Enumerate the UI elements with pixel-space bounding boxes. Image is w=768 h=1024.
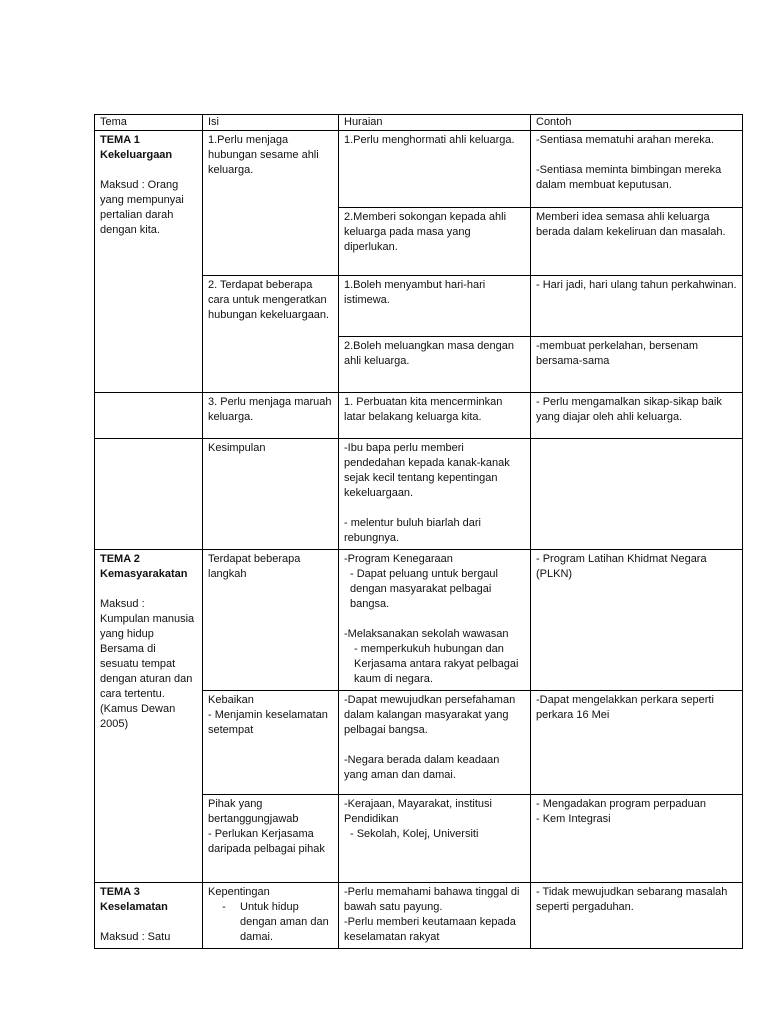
tema2-huraian-3-line2: - Sekolah, Kolej, Universiti: [350, 828, 479, 840]
tema2-huraian-1-line2: - Dapat peluang untuk bergaul dengan masyarakat pelbagai bangsa.: [350, 568, 498, 610]
tema2-title: TEMA 2: [100, 553, 140, 565]
tema1-isi-3: 3. Perlu menjaga maruah keluarga.: [203, 393, 339, 439]
tema3-huraian-1: [339, 883, 531, 949]
tema1-huraian-1b: 2.Memberi sokongan kepada ahli keluarga pada masa yang diperlukan.: [339, 208, 531, 276]
table-row: [95, 131, 743, 208]
bullet-dash-icon: -: [222, 901, 226, 913]
tema1-empty-2: [95, 439, 203, 550]
tema3-maksud: Maksud : Satu: [100, 931, 171, 943]
tema2-huraian-3-line1: -Kerajaan, Mayarakat, institusi Pendidikan: [344, 798, 492, 825]
tema2-contoh-3: [531, 795, 743, 883]
tema1-contoh-2b: -membuat perkelahan, bersenam bersama-sama: [531, 337, 743, 393]
tema2-isi-3-line1: Pihak yang bertanggungjawab: [208, 798, 299, 825]
tema1-kesimpulan-contoh: [531, 439, 743, 550]
header-row: [95, 115, 743, 131]
tema2-isi-1: Terdapat beberapa langkah: [203, 550, 339, 691]
tema1-huraian-1a: 1.Perlu menghormati ahli keluarga.: [339, 131, 531, 208]
tema2-huraian-2-line2: -Negara berada dalam keadaan yang aman dan damai.: [344, 754, 500, 781]
tema1-contoh-1a-line1: -Sentiasa mematuhi arahan mereka.: [536, 134, 714, 146]
tema2-huraian-2-line1: -Dapat mewujudkan persefahaman dalam kalangan masyarakat yang pelbagai bangsa.: [344, 694, 516, 736]
tema2-huraian-1-line1: -Program Kenegaraan: [344, 553, 453, 565]
tema3-isi-1-line1: Kepentingan: [208, 886, 270, 898]
table-row: [95, 550, 743, 691]
tema2-isi-3: [203, 795, 339, 883]
tema2-isi-2-line2: - Menjamin keselamatan setempat: [208, 709, 328, 736]
tema1-name: Kekeluargaan: [100, 149, 173, 161]
tema2-huraian-1-line4: - memperkukuh hubungan dan Kerjasama antara rakyat pelbagai kaum di negara.: [354, 643, 519, 685]
tema1-kesimpulan-label: Kesimpulan: [203, 439, 339, 550]
tema1-contoh-2a: - Hari jadi, hari ulang tahun perkahwinan.: [531, 276, 743, 337]
tema1-huraian-2b: 2.Boleh meluangkan masa dengan ahli keluarga.: [339, 337, 531, 393]
tema1-empty-1: [95, 393, 203, 439]
tema1-isi-2: 2. Terdapat beberapa cara untuk mengeratkan hubungan kekeluargaan.: [203, 276, 339, 393]
tema2-name: Kemasyarakatan: [100, 568, 188, 580]
table-row: [95, 393, 743, 439]
tema2-isi-3-line2: - Perlukan Kerjasama daripada pelbagai pihak: [208, 828, 325, 855]
tema2-huraian-1: [339, 550, 531, 691]
tema1-contoh-3: - Perlu mengamalkan sikap-sikap baik yang diajar oleh ahli keluarga.: [531, 393, 743, 439]
header-isi: Isi: [203, 115, 339, 131]
tema3-contoh-1: - Tidak mewujudkan sebarang masalah seperti pergaduhan.: [531, 883, 743, 949]
tema3-huraian-1-line1: -Perlu memahami bahawa tinggal di bawah satu payung.: [344, 886, 520, 913]
tema2-huraian-3: [339, 795, 531, 883]
tema1-kesimpulan-line1: -Ibu bapa perlu memberi pendedahan kepada kanak-kanak sejak kecil tentang kepentingan kekeluargaan.: [344, 442, 510, 499]
tema3-isi-1-bullet-item: [208, 900, 333, 945]
tema2-maksud: Maksud : Kumpulan manusia yang hidup Bersama di sesuatu tempat dengan aturan dan cara tertentu. (Kamus Dewan 2005): [100, 598, 195, 730]
header-contoh: Contoh: [531, 115, 743, 131]
tema1-huraian-2a: 1.Boleh menyambut hari-hari istimewa.: [339, 276, 531, 337]
table-row: [95, 439, 743, 550]
tema3-huraian-1-line2: -Perlu memberi keutamaan kepada keselamatan rakyat: [344, 916, 516, 943]
tema1-kesimpulan-line2: - melentur buluh biarlah dari rebungnya.: [344, 517, 481, 544]
tema2-huraian-1-line3: -Melaksanakan sekolah wawasan: [344, 628, 509, 640]
tema3-isi-1: [203, 883, 339, 949]
tema2-isi-2: [203, 691, 339, 795]
header-tema: Tema: [95, 115, 203, 131]
tema2-contoh-3-line2: - Kem Integrasi: [536, 813, 611, 825]
tema3-cell: [95, 883, 203, 949]
tema2-contoh-1: - Program Latihan Khidmat Negara (PLKN): [531, 550, 743, 691]
tema2-contoh-2: -Dapat mengelakkan perkara seperti perkara 16 Mei: [531, 691, 743, 795]
tema3-isi-1-line2: Untuk hidup dengan aman dan damai.: [240, 901, 329, 943]
table-row: [95, 883, 743, 949]
tema1-maksud: Maksud : Orang yang mempunyai pertalian darah dengan kita.: [100, 179, 184, 236]
tema1-huraian-3: 1. Perbuatan kita mencerminkan latar belakang keluarga kita.: [339, 393, 531, 439]
tema2-isi-2-line1: Kebaikan: [208, 694, 254, 706]
tema1-cell: [95, 131, 203, 393]
tema1-contoh-1b: Memberi idea semasa ahli keluarga berada dalam kekeliruan dan masalah.: [531, 208, 743, 276]
tema1-kesimpulan-huraian: [339, 439, 531, 550]
tema3-title: TEMA 3: [100, 886, 140, 898]
header-huraian: Huraian: [339, 115, 531, 131]
tema1-contoh-1a: [531, 131, 743, 208]
tema1-isi-1: 1.Perlu menjaga hubungan sesame ahli keluarga.: [203, 131, 339, 276]
tema2-huraian-2: [339, 691, 531, 795]
tema2-contoh-3-line1: - Mengadakan program perpaduan: [536, 798, 707, 810]
tema2-cell: [95, 550, 203, 883]
tema1-contoh-1a-line2: -Sentiasa meminta bimbingan mereka dalam membuat keputusan.: [536, 164, 722, 191]
tema3-name: Keselamatan: [100, 901, 168, 913]
content-table: [94, 114, 743, 949]
tema1-title: TEMA 1: [100, 134, 140, 146]
